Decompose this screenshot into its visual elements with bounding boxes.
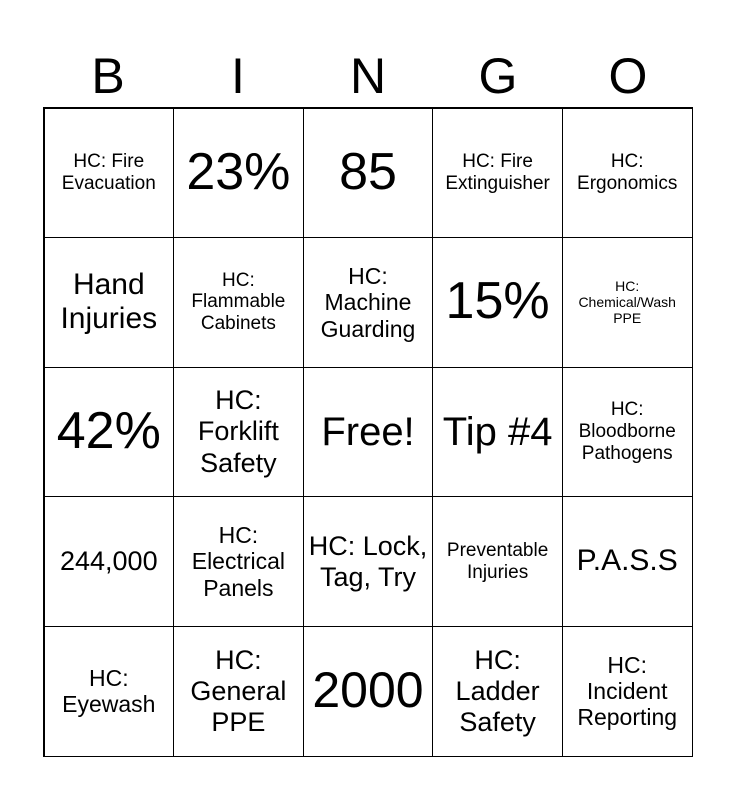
bingo-cell: HC: General PPE bbox=[173, 626, 304, 757]
bingo-cell: HC: Fire Evacuation bbox=[44, 108, 175, 239]
bingo-cell: Preventable Injuries bbox=[432, 496, 563, 627]
header-letter-g: G bbox=[478, 48, 518, 104]
bingo-cell: HC: Flammable Cabinets bbox=[173, 237, 304, 368]
bingo-header bbox=[43, 46, 693, 106]
bingo-cell: 244,000 bbox=[44, 496, 175, 627]
bingo-cell: HC: Forklift Safety bbox=[173, 367, 304, 498]
bingo-cell: Tip #4 bbox=[432, 367, 563, 498]
free-space-cell: Free! bbox=[303, 367, 434, 498]
bingo-cell: HC: Machine Guarding bbox=[303, 237, 434, 368]
bingo-cell: HC: Ergonomics bbox=[562, 108, 693, 239]
bingo-cell: HC: Eyewash bbox=[44, 626, 175, 757]
bingo-card-grid bbox=[43, 107, 693, 757]
bingo-cell: HC: Bloodborne Pathogens bbox=[562, 367, 693, 498]
bingo-cell: 42% bbox=[44, 367, 175, 498]
header-letter-i: I bbox=[231, 48, 245, 104]
bingo-cell: HC: Ladder Safety bbox=[432, 626, 563, 757]
bingo-cell: 2000 bbox=[303, 626, 434, 757]
bingo-cell: HC: Chemical/Wash PPE bbox=[562, 237, 693, 368]
bingo-cell: Hand Injuries bbox=[44, 237, 175, 368]
header-letter-b: B bbox=[91, 48, 125, 104]
bingo-cell: 85 bbox=[303, 108, 434, 239]
bingo-cell: 15% bbox=[432, 237, 563, 368]
bingo-cell: HC: Electrical Panels bbox=[173, 496, 304, 627]
bingo-cell: HC: Lock, Tag, Try bbox=[303, 496, 434, 627]
bingo-cell: 23% bbox=[173, 108, 304, 239]
header-letter-o: O bbox=[608, 48, 648, 104]
bingo-cell: P.A.S.S bbox=[562, 496, 693, 627]
bingo-cell: HC: Fire Extinguisher bbox=[432, 108, 563, 239]
header-letter-n: N bbox=[349, 48, 387, 104]
bingo-cell: HC: Incident Reporting bbox=[562, 626, 693, 757]
